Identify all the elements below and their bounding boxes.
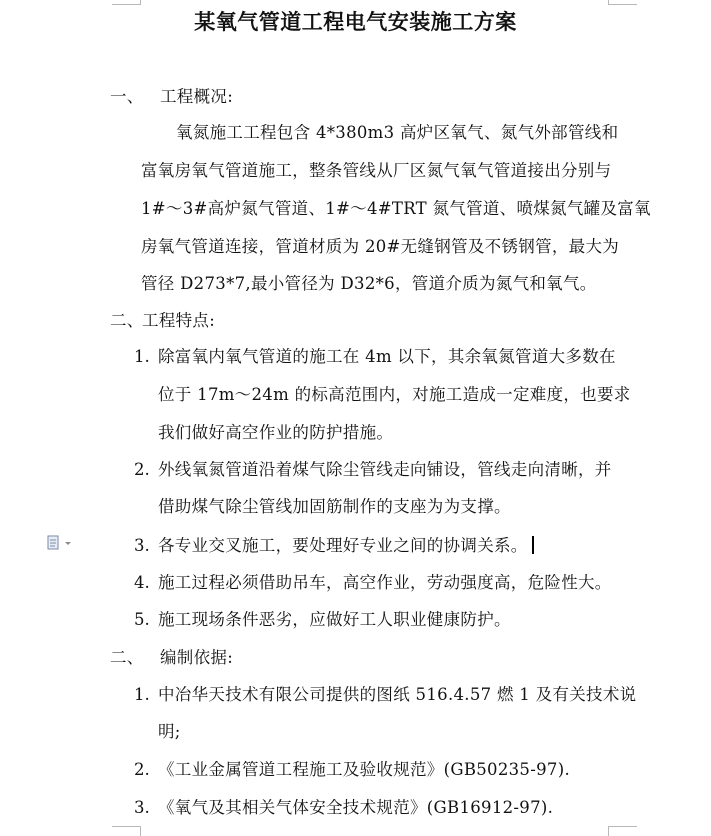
feature-item-5-number: 5. [134, 610, 150, 629]
feature-item-3-text[interactable]: 各专业交叉施工，要处理好专业之间的协调关系。 [158, 536, 528, 555]
feature-item-2-number: 2. [134, 460, 150, 479]
crop-mark-top-left [112, 0, 141, 5]
overview-line-1[interactable]: 氧氮施工工程包含 4*380m3 高炉区氧气、氮气外部管线和 [176, 123, 619, 142]
basis-item-1-number: 1. [134, 685, 150, 704]
document-title[interactable]: 某氧气管道工程电气安装施工方案 [194, 9, 517, 34]
overview-line-3[interactable]: 1#～3#高炉氮气管道、1#～4#TRT 氮气管道、喷煤氮气罐及富氧 [141, 199, 651, 218]
section-1-heading[interactable]: 工程概况: [160, 87, 234, 106]
crop-mark-top-right [608, 0, 637, 5]
feature-item-1-line-3[interactable]: 我们做好高空作业的防护措施。 [158, 423, 394, 442]
overview-line-4[interactable]: 房氧气管道连接，管道材质为 20#无缝钢管及不锈钢管，最大为 [141, 237, 620, 256]
feature-item-1-line-1[interactable]: 除富氧内氧气管道的施工在 4m 以下，其余氧氮管道大多数在 [158, 347, 616, 366]
basis-item-1-line-2[interactable]: 明; [158, 722, 181, 741]
feature-item-2-line-1[interactable]: 外线氧氮管道沿着煤气除尘管线走向铺设，管线走向清晰，并 [158, 460, 612, 479]
basis-item-3-number: 3. [134, 798, 150, 817]
section-1-number[interactable]: 一、 [110, 87, 144, 106]
section-2-heading[interactable]: 工程特点: [142, 311, 216, 330]
basis-item-3-line-1[interactable]: 《氧气及其相关气体安全技术规范》(GB16912-97). [158, 798, 554, 817]
feature-item-3-number: 3. [134, 536, 150, 555]
feature-item-3-line-1[interactable] [158, 535, 534, 557]
feature-item-1-line-2[interactable]: 位于 17m～24m 的标高范围内，对施工造成一定难度，也要求 [158, 385, 631, 404]
feature-item-2-line-2[interactable]: 借助煤气除尘管线加固筋制作的支座为为支撑。 [158, 497, 511, 516]
overview-line-5[interactable]: 管径 D273*7,最小管径为 D32*6，管道介质为氮气和氧气。 [141, 274, 597, 293]
basis-item-1-line-1[interactable]: 中冶华天技术有限公司提供的图纸 516.4.57 燃 1 及有关技术说 [158, 685, 637, 704]
crop-mark-bottom-left [112, 826, 141, 836]
crop-mark-bottom-right [608, 826, 637, 836]
section-3-number[interactable]: 二、 [110, 648, 144, 667]
basis-item-2-line-1[interactable]: 《工业金属管道工程施工及验收规范》(GB50235-97). [158, 760, 570, 779]
paragraph-options-icon[interactable] [46, 535, 76, 551]
feature-item-4-line-1[interactable]: 施工过程必须借助吊车，高空作业，劳动强度高，危险性大。 [158, 573, 612, 592]
text-cursor [532, 536, 534, 554]
section-3-heading[interactable]: 编制依据: [160, 648, 234, 667]
section-2-number[interactable]: 二、 [110, 311, 144, 330]
feature-item-5-line-1[interactable]: 施工现场条件恶劣，应做好工人职业健康防护。 [158, 610, 511, 629]
overview-line-2[interactable]: 富氧房氧气管道施工，整条管线从厂区氮气氧气管道接出分别与 [141, 161, 612, 180]
feature-item-1-number: 1. [134, 347, 150, 366]
basis-item-2-number: 2. [134, 760, 150, 779]
feature-item-4-number: 4. [134, 573, 150, 592]
